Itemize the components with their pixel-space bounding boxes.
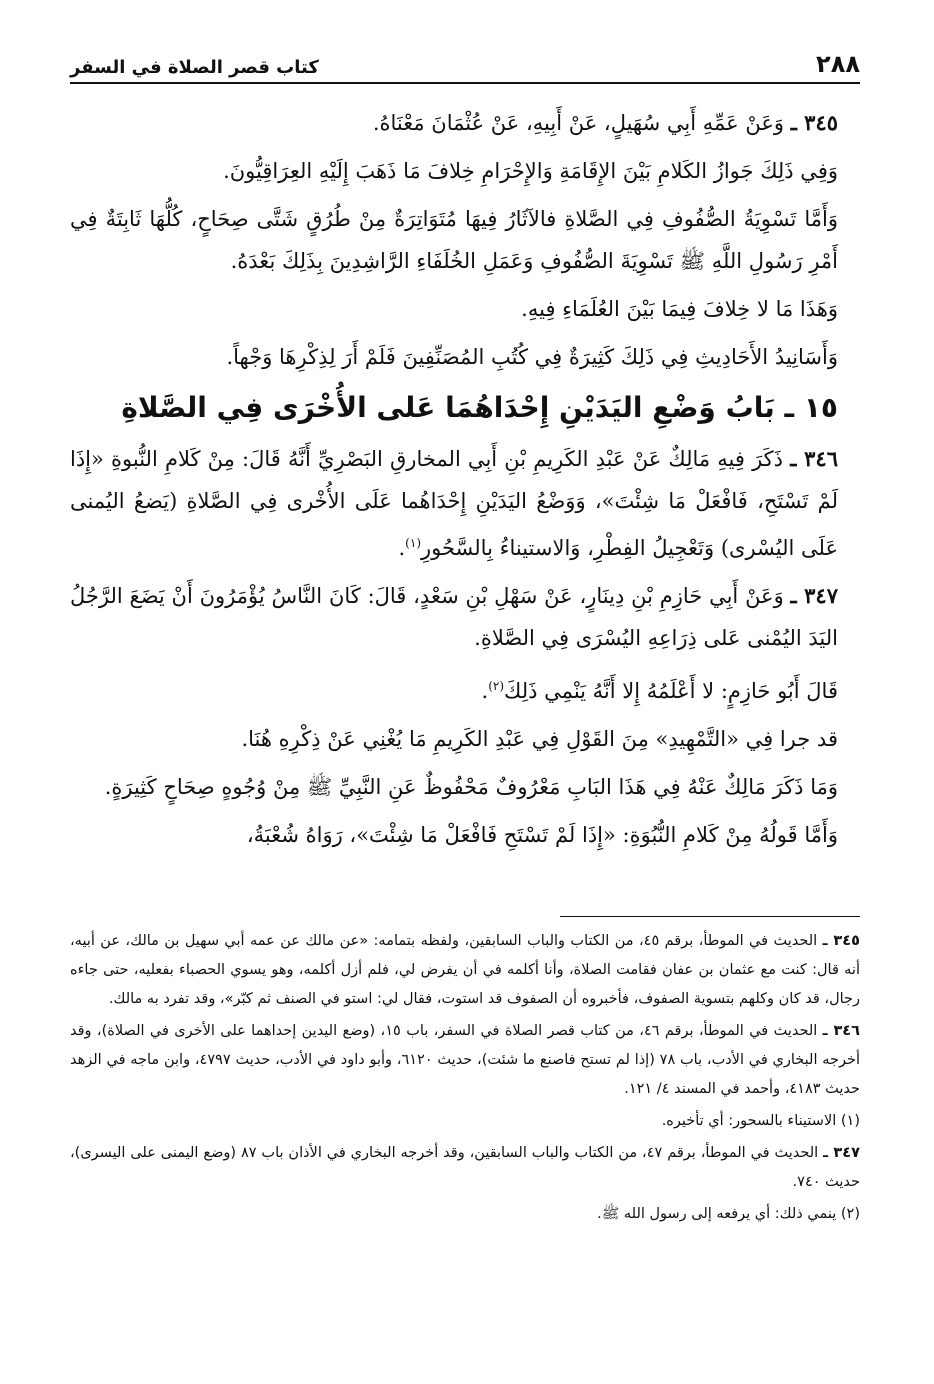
paragraph: قد جرا فِي «التَّمْهِيدِ» مِنَ القَوْلِ فِي عَبْدِ الكَرِيمِ مَا يُغْنِي عَنْ ذِكْرِهِ هُنَا. (241, 727, 838, 751)
footnote-number: (٢) (840, 1206, 860, 1222)
main-text (70, 102, 860, 856)
hadith-347 (70, 575, 860, 659)
hadith-text: وَعَنْ عَمِّهِ أَبِي سُهَيلٍ، عَنْ أَبِيهِ، عَنْ عُثْمَانَ مَعْنَاهُ. (372, 111, 784, 135)
hadith-346 (70, 438, 860, 569)
paragraph (70, 665, 860, 712)
paragraph: وَأَسَانِيدُ الأَحَادِيثِ فِي ذَلِكَ كَثِيرَةٌ فِي كُتُبِ المُصَنِّفِينَ فَلَمْ أَرَ لِذِكْرِهَا وَجْهاً. (226, 345, 838, 369)
footnote-text: الحديث في الموطأ، برقم ٤٥، من الكتاب والباب السابقين، ولفظه بتمامه: «عن مالك عن عمه أبي سهيل بن مالك، عن أبيه، أنه قال: كنت مع عثمان بن عفان فقامت الصلاة، وأنا أكلمه في أن يفرض لي، فلم أزل أكلمه، وهو يسوي الحصباء بفعليه، حتى جاءه رجال، قد كان وكلهم بتسوية الصفوف، فأخبروه أن الصفوف قد استوت، فقال لي: استو في الصنف ثم كبّر»، وقد تفرد به مالك. (70, 933, 860, 1007)
footnote-2 (70, 1200, 860, 1229)
hadith-number: ٣٤٦ ـ (790, 446, 838, 471)
footnote-1 (70, 1107, 860, 1136)
hadith-345 (70, 102, 860, 144)
hadith-text: وَعَنْ أَبِي حَازِمِ بْنِ دِينَارٍ، عَنْ سَهْلِ بْنِ سَعْدٍ، قَالَ: كَانَ النَّاسُ يُؤْمَرُونَ أَنْ يَضَعَ الرَّجُلُ اليَدَ اليُمْنى عَلى ذِرَاعِهِ اليُسْرَى فِي الصَّلاةِ. (70, 584, 838, 650)
paragraph: وَمَا ذَكَرَ مَالِكٌ عَنْهُ فِي هَذَا البَابِ مَعْرُوفٌ مَحْفُوظٌ عَنِ النَّبِيِّ ﷺ مِنْ وُجُوهٍ صِحَاحٍ كَثِيرَةٍ. (104, 775, 838, 799)
hadith-number: ٣٤٧ ـ (790, 583, 838, 608)
footnote-text: الحديث في الموطأ، برقم ٤٧، من الكتاب والباب السابقين، وقد أخرجه البخاري في الأذان باب ٨٧ (وضع اليمنى على اليسرى)، حديث ٧٤٠. (70, 1145, 860, 1190)
page-header (70, 40, 860, 84)
footnote-number: (١) (840, 1113, 860, 1129)
page-number: ٢٨٨ (816, 50, 860, 78)
paragraph: وَأَمَّا تَسْوِيَةُ الصُّفُوفِ فِي الصَّلاةِ فالآثَارُ فِيهَا مُتَوَاتِرَةٌ مِنْ طُرُقٍ شَتَّى صِحَاحٍ، كُلُّهَا ثَابِتَةٌ فِي أَمْرِ رَسُولِ اللَّهِ ﷺ تَسْوِيَةَ الصُّفُوفِ وَعَمَلِ الخُلَفَاءِ الرَّاشِدِينَ بِذَلِكَ بَعْدَهُ. (70, 207, 838, 273)
paragraph: وَفِي ذَلِكَ جَوازُ الكَلامِ بَيْنَ الإِقَامَةِ وَالإِحْرَامِ خِلافَ مَا ذَهَبَ إِلَيْهِ العِرَاقِيُّونَ. (223, 159, 838, 183)
footnote-text: الحديث في الموطأ، برقم ٤٦، من كتاب قصر الصلاة في السفر، باب ١٥، (وضع اليدين إحداهما على الأخرى في الصلاة)، وقد أخرجه البخاري في الأدب، باب ٧٨ (إذا لم تستح فاصنع ما شئت)، حديث ٦١٢٠، وأبو داود في الأدب، حديث ٤٧٩٧، وابن ماجه في الزهد حديث ٤١٨٣، وأحمد في المسند ٤/ ١٢١. (70, 1023, 860, 1097)
footnote-ref: (٢) (488, 679, 505, 693)
footnote-347 (70, 1139, 860, 1197)
book-page (70, 40, 860, 1370)
footnote-ref: (١) (405, 536, 421, 550)
running-title: كتاب قصر الصلاة في السفر (70, 57, 319, 78)
footnotes (70, 916, 860, 1232)
footnote-text: الاستيناء بالسحور: أي تأخيره. (661, 1113, 837, 1129)
footnote-text: ينمي ذلك: أي يرفعه إلى رسول الله ﷺ. (597, 1206, 837, 1222)
footnote-number: ٣٤٦ ـ (822, 1023, 861, 1039)
paragraph: وَهَذَا مَا لا خِلافَ فِيمَا بَيْنَ العُلَمَاءِ فِيهِ. (521, 297, 838, 321)
hadith-number: ٣٤٥ ـ (790, 110, 838, 135)
paragraph-tail: . (481, 679, 489, 703)
hadith-text: ذَكَرَ فِيهِ مَالِكٌ عَنْ عَبْدِ الكَرِيمِ بْنِ أَبِي المخارقِ البَصْرِيِّ أَنَّهُ قَالَ: مِنْ كَلامِ النُّبوةِ «إِذَا لَمْ تَسْتَحِ، فَافْعَلْ مَا شِئْتَ»، وَوَضْعُ اليَدَيْنِ إِحْدَاهُما عَلَى الأُخْرى فِي الصَّلاةِ (يَضعُ اليُمنى عَلَى اليُسْرى) وَتَعْجِيلُ الفِطْرِ، وَالاستيناءُ بِالسَّحُورِ (70, 447, 838, 560)
hadith-tail: . (398, 536, 406, 560)
footnote-number: ٣٤٧ ـ (823, 1145, 860, 1161)
paragraph: وَأَمَّا قَولُهُ مِنْ كَلامِ النُّبُوَةِ: «إِذَا لَمْ تَسْتَحِ فَافْعَلْ مَا شِئْتَ»، رَوَاهُ شُعْبَةُ، (246, 823, 838, 847)
paragraph-text: قَالَ أَبُو حَازِمٍ: لا أَعْلَمُهُ إِلا أَنَّهُ يَنْمِي ذَلِكَ (504, 679, 838, 703)
chapter-title: ١٥ ـ بَابُ وَضْعِ اليَدَيْنِ إِحْدَاهُمَا عَلى الأُخْرَى فِي الصَّلاةِ (121, 391, 838, 424)
footnote-divider (560, 916, 860, 917)
footnote-346 (70, 1017, 860, 1104)
footnote-345 (70, 927, 860, 1014)
footnote-number: ٣٤٥ ـ (822, 933, 860, 949)
